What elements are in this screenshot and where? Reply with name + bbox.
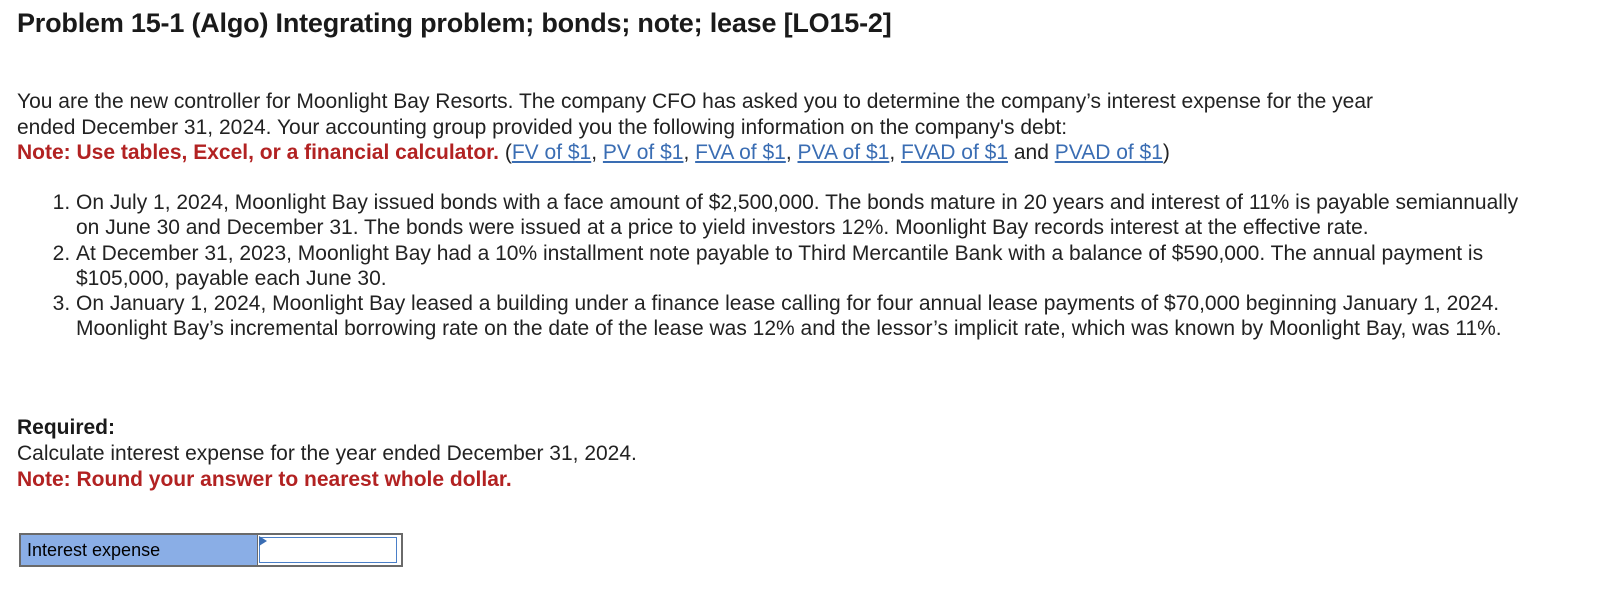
list-item-note: 2. At December 31, 2023, Moonlight Bay had a 10% installment note payable to Third Mercantile Bank with a balance of $590,000. The annual payment is $105,000, payable each June 30. bbox=[76, 241, 1526, 292]
pv-link[interactable]: PV of $1 bbox=[602, 141, 684, 164]
rounding-note: Note: Round your answer to nearest whole dollar. bbox=[17, 468, 512, 491]
answer-row bbox=[20, 534, 402, 566]
debt-info-list bbox=[0, 190, 1526, 342]
fva-link[interactable]: FVA of $1 bbox=[695, 141, 786, 164]
list-item-lease: 3. On January 1, 2024, Moonlight Bay leased a building under a finance lease calling for four annual lease payments of $70,000 beginning January 1, 2024. Moonlight Bay’s incremental borrowing rate on the date of the lease was 12% and the lessor’s implicit rate, which was known by Moonlight Bay, was 11%. bbox=[76, 291, 1526, 342]
link-separator: , bbox=[785, 141, 798, 164]
link-separator: , bbox=[683, 141, 696, 164]
open-paren: ( bbox=[499, 141, 512, 164]
answer-table bbox=[19, 533, 403, 567]
pvad-link[interactable]: PVAD of $1 bbox=[1054, 141, 1163, 164]
intro-text: You are the new controller for Moonlight Bay Resorts. The company CFO has asked you to determine the company’s interest expense for the year ended December 31, 2024. Your accounting group provided you the following information on the company's debt: bbox=[17, 90, 1373, 139]
list-item-bonds: 1. On July 1, 2024, Moonlight Bay issued bonds with a face amount of $2,500,000. The bonds mature in 20 years and interest of 11% is payable semiannually on June 30 and December 31. The bonds were issued at a price to yield investors 12%. Moonlight Bay records interest at the effective rate. bbox=[76, 190, 1526, 241]
required-text: Calculate interest expense for the year ended December 31, 2024. bbox=[17, 442, 637, 465]
calculator-note: Note: Use tables, Excel, or a financial calculator. bbox=[17, 141, 500, 164]
link-separator: , bbox=[889, 141, 902, 164]
pva-link[interactable]: PVA of $1 bbox=[797, 141, 890, 164]
interest-expense-input[interactable] bbox=[259, 537, 397, 563]
close-paren: ) bbox=[1162, 141, 1170, 164]
interest-expense-label: Interest expense bbox=[20, 534, 258, 566]
and-text: and bbox=[1008, 141, 1055, 164]
intro-paragraph bbox=[17, 89, 1437, 166]
required-heading: Required: bbox=[17, 416, 116, 439]
cell-marker-icon bbox=[259, 536, 267, 546]
fv-link[interactable]: FV of $1 bbox=[511, 141, 592, 164]
answer-cell bbox=[258, 534, 403, 566]
fvad-link[interactable]: FVAD of $1 bbox=[901, 141, 1009, 164]
link-separator: , bbox=[591, 141, 603, 164]
problem-title: Problem 15-1 (Algo) Integrating problem; bonds; note; lease [LO15-2] bbox=[17, 8, 892, 38]
